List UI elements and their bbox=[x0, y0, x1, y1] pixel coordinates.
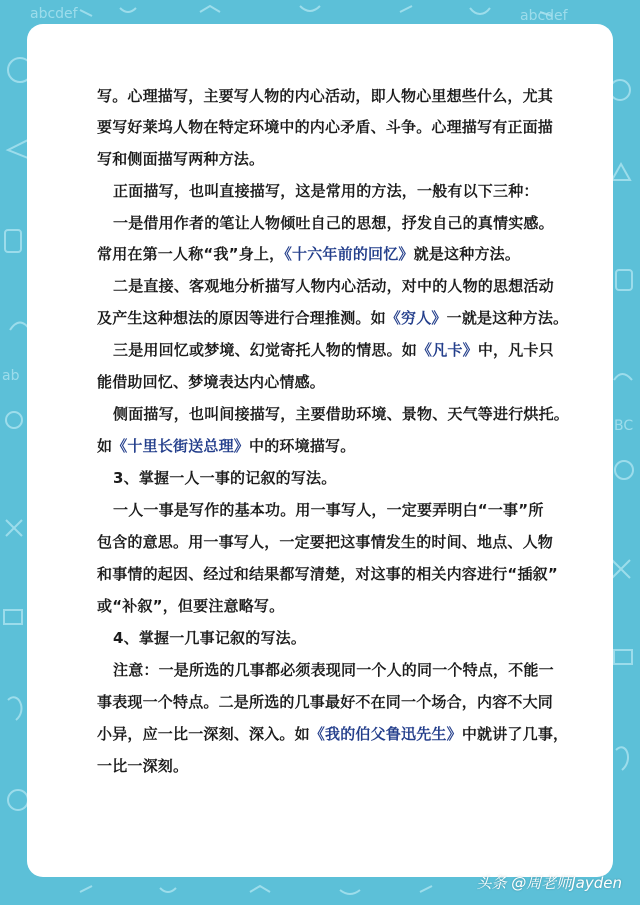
text-line bbox=[97, 244, 520, 264]
text-line bbox=[113, 628, 306, 648]
svg-text:abcdef: abcdef bbox=[520, 8, 568, 24]
svg-text:abcdef: abcdef bbox=[30, 6, 78, 22]
text-segment: 二是直接、客观地分析描写人物内心活动，对中的人物的思想活动 bbox=[113, 277, 554, 295]
text-segment: 事表现一个特点。二是所选的几事最好不在同一个场合，内容不大同 bbox=[97, 693, 554, 711]
text-segment: 中就讲了几事， bbox=[461, 725, 569, 743]
book-title: 《穷人》 bbox=[385, 309, 447, 327]
text-segment: 中，凡卡只 bbox=[477, 341, 554, 359]
text-line bbox=[113, 404, 569, 424]
text-segment: 3、掌握一人一事的记叙的写法。 bbox=[113, 469, 337, 487]
text-line bbox=[113, 660, 554, 680]
text-segment: 和事情的起因、经过和结果都写清楚，对这事的相关内容进行“插叙” bbox=[97, 565, 558, 583]
svg-text:ab: ab bbox=[2, 368, 20, 384]
text-segment: 正面描写，也叫直接描写，这是常用的方法，一般有以下三种： bbox=[113, 182, 539, 200]
book-title: 《十六年前的回忆》 bbox=[284, 245, 414, 263]
text-line bbox=[113, 500, 544, 520]
text-segment: 三是用回忆或梦境、幻觉寄托人物的情思。如 bbox=[113, 341, 418, 359]
book-title: 《十里长街送总理》 bbox=[112, 437, 250, 455]
svg-text:BC: BC bbox=[614, 418, 634, 434]
text-line bbox=[97, 117, 553, 137]
text-line bbox=[97, 564, 558, 584]
text-line bbox=[97, 724, 568, 744]
text-line bbox=[113, 276, 554, 296]
text-segment: 如 bbox=[97, 437, 113, 455]
text-segment: 一人一事是写作的基本功。用一事写人，一定要弄明白“一事”所 bbox=[113, 501, 544, 519]
text-line bbox=[97, 532, 553, 552]
text-line bbox=[113, 213, 554, 233]
text-segment: 一就是这种方法。 bbox=[446, 309, 569, 327]
text-line bbox=[113, 181, 539, 201]
book-title: 《凡卡》 bbox=[417, 341, 478, 359]
text-segment: 或“补叙”，但要注意略写。 bbox=[97, 597, 285, 615]
text-line bbox=[97, 436, 355, 456]
text-segment: 能借助回忆、梦境表达内心情感。 bbox=[97, 373, 326, 391]
text-segment: 小异，应一比一深刻、深入。如 bbox=[97, 725, 310, 743]
watermark: 头条 @周老师Jayden bbox=[476, 874, 622, 892]
text-segment: 常用在第一人称“我”身上， bbox=[97, 245, 285, 263]
text-segment: 4、掌握一几事记叙的写法。 bbox=[113, 629, 307, 647]
text-segment: 一是借用作者的笔让人物倾吐自己的思想，抒发自己的真情实感。 bbox=[113, 214, 554, 232]
text-line bbox=[97, 308, 568, 328]
text-line bbox=[97, 756, 188, 776]
text-segment: 及产生这种想法的原因等进行合理推测。如 bbox=[97, 309, 386, 327]
text-segment: 一比一深刻。 bbox=[97, 757, 189, 775]
text-line bbox=[97, 692, 553, 712]
text-segment: 要写好莱坞人物在特定环境中的内心矛盾、斗争。心理描写有正面描 bbox=[97, 118, 554, 136]
text-segment: 包含的意思。用一事写人，一定要把这事情发生的时间、地点、人物 bbox=[97, 533, 554, 551]
text-segment: 就是这种方法。 bbox=[413, 245, 521, 263]
text-segment: 中的环境描写。 bbox=[249, 437, 356, 455]
text-segment: 写和侧面描写两种方法。 bbox=[97, 150, 265, 168]
book-title: 《我的伯父鲁迅先生》 bbox=[309, 725, 462, 743]
text-line bbox=[97, 149, 264, 169]
text-segment: 注意：一是所选的几事都必须表现同一个人的同一个特点，不能一 bbox=[113, 661, 554, 679]
text-line bbox=[113, 468, 336, 488]
text-line bbox=[97, 372, 325, 392]
text-line bbox=[113, 340, 554, 360]
text-segment: 侧面描写，也叫间接描写，主要借助环境、景物、天气等进行烘托。 bbox=[113, 405, 570, 423]
text-segment: 写。心理描写，主要写人物的内心活动，即人物心里想些什么，尤其 bbox=[97, 87, 554, 105]
text-line bbox=[97, 596, 284, 616]
text-line bbox=[97, 86, 553, 106]
